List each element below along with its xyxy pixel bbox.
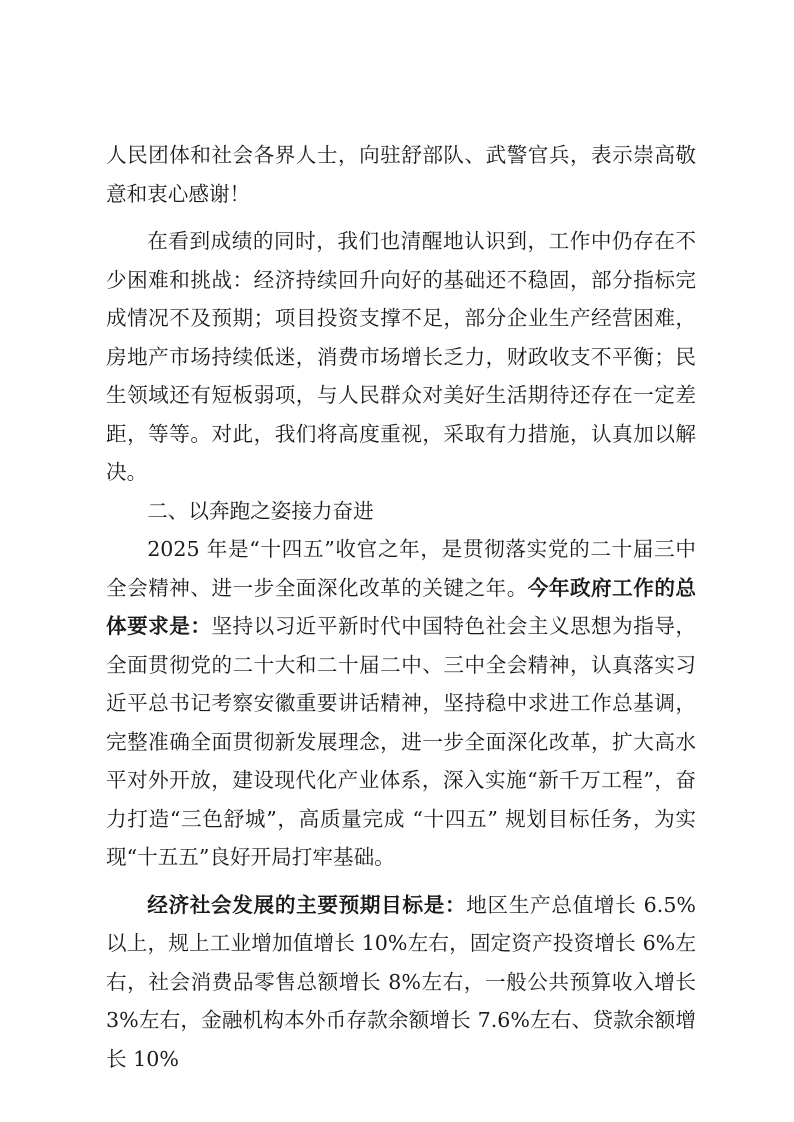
bold-lead-phrase: 今年政府工作的总体要求是： [106, 575, 696, 638]
paragraph-text: 坚持以习近平新时代中国特色社会主义思想为指导，全面贯彻党的二十大和二十届二中、三中全会精神，认真落实习近平总书记考察安徽重要讲话精神，坚持稳中求进工作总基调，完整准确全面贯彻新发展理念，进一步全面深化改革，扩大高水平对外开放，建设现代化产业体系，深入实施“新千万工程”，奋力打造“三色舒城”，高质量完成 “十四五” 规划目标任务，为实现“十五五”良好开局打牢基础。 [106, 614, 697, 869]
section-heading: 二、以奔跑之姿接力奋进 [147, 498, 374, 523]
paragraph-gap [106, 213, 696, 222]
bold-lead-phrase: 经济社会发展的主要预期目标是： [147, 892, 467, 917]
paragraph-challenges: 在看到成绩的同时，我们也清醒地认识到，工作中仍存在不少困难和挑战：经济持续回升向好的基础还不稳固，部分指标完成情况不及预期；项目投资支撑不足，部分企业生产经营困难，房地产市场持续低迷，消费市场增长乏力，财政收支不平衡；民生领域还有短板弱项，与人民群众对美好生活期待还存在一定差距，等等。对此，我们将高度重视，采取有力措施，认真加以解决。 [106, 229, 696, 484]
paragraph-general-requirements [106, 530, 696, 877]
document-body [106, 136, 696, 1078]
paragraph-gap [106, 877, 696, 886]
paragraph-text: 地区生产总值增长 6.5%以上，规上工业增加值增长 10%左右，固定资产投资增长 6%左右，社会消费品零售总额增长 8%左右，一般公共预算收入增长 3%左右，金融机构本外币存款余额增长 7.6%左右、贷款余额增长 10% [106, 892, 697, 1071]
paragraph-expected-targets [106, 886, 696, 1079]
paragraph-continued: 人民团体和社会各界人士，向驻舒部队、武警官兵，表示崇高敬意和衷心感谢！ [106, 143, 696, 206]
paragraph-text: 2025 年是“十四五”收官之年，是贯彻落实党的二十届三中全会精神、进一步全面深化改革的关键之年。 [106, 537, 696, 600]
